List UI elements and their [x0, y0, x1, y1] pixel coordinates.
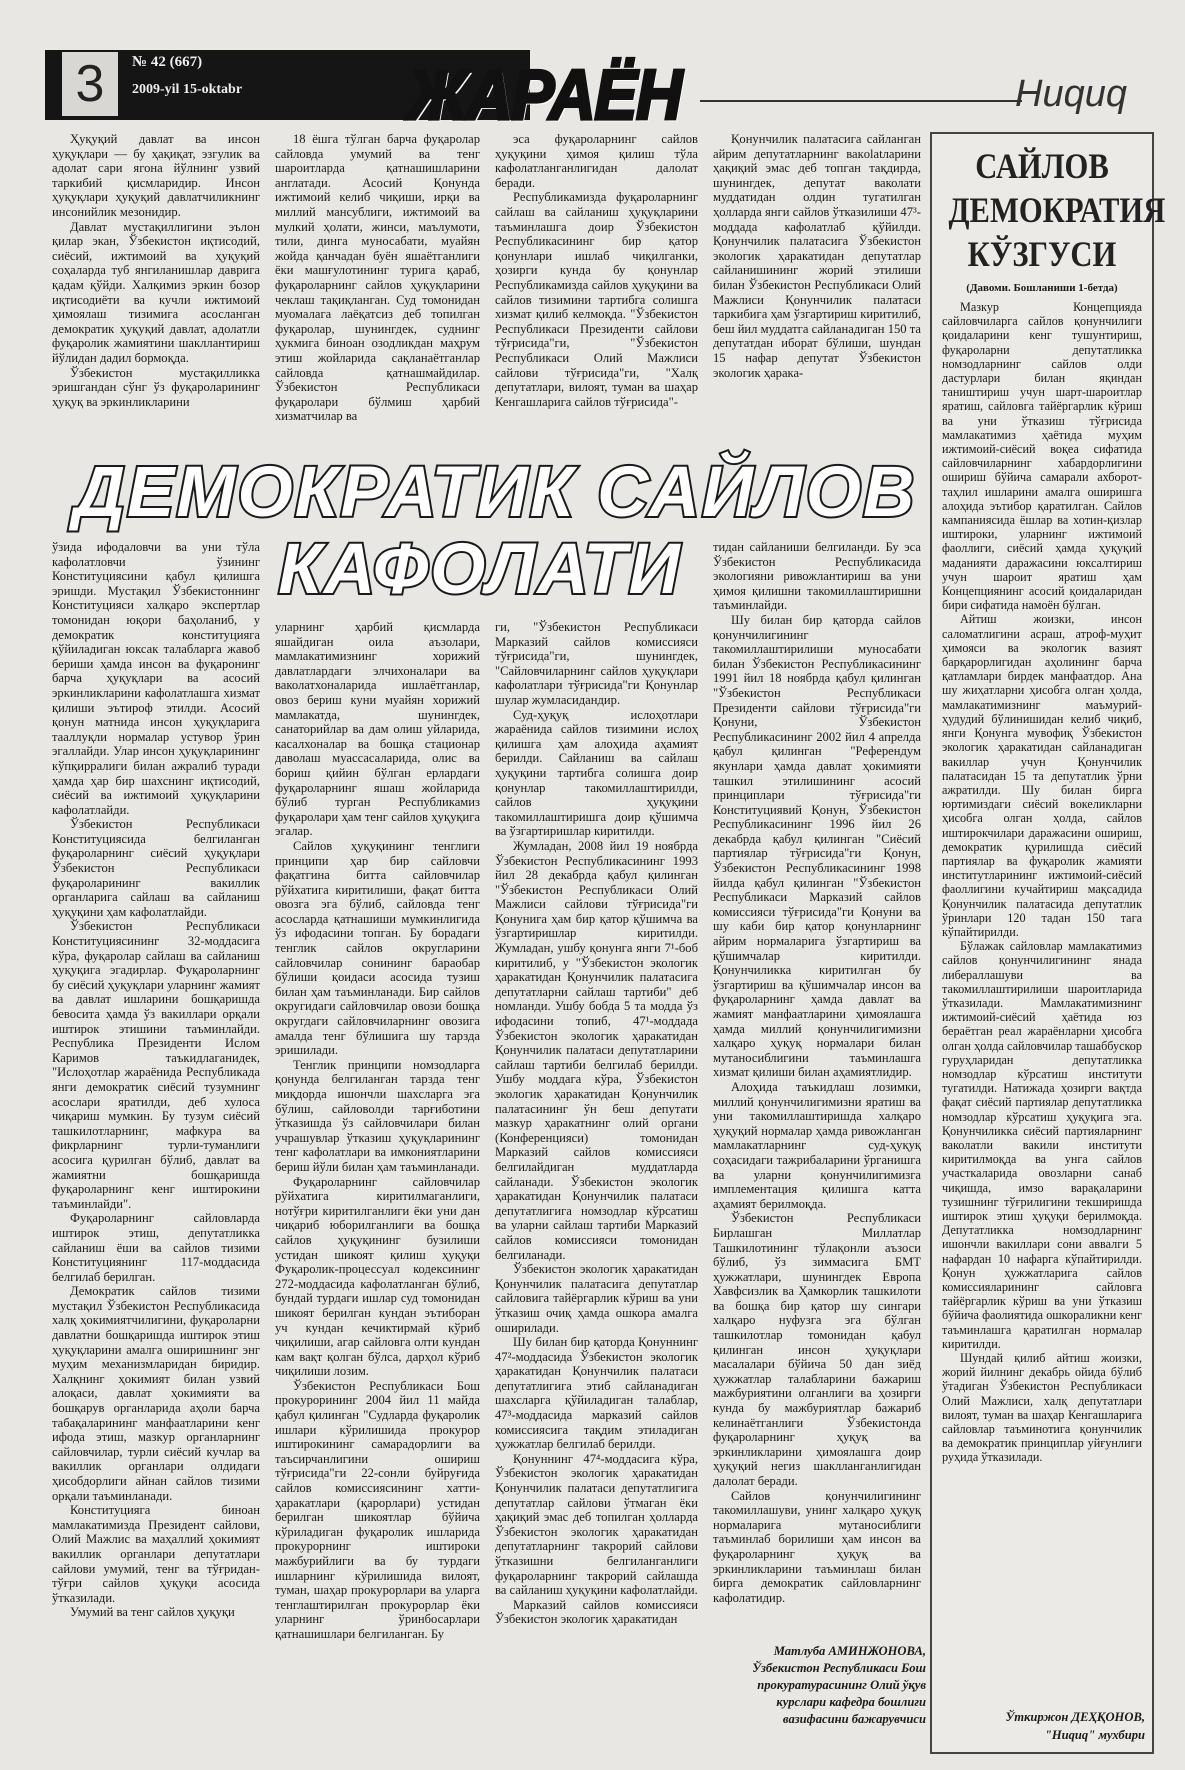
author-position-line: курслари кафедра бошлиғи [776, 1695, 926, 1709]
sidebar-title [948, 144, 1166, 276]
sidebar-title-line: ДЕМОКРАТИЯ [948, 190, 1166, 230]
paragraph: Демократик сайлов тизими мустақил Ўзбекистон Республикасида халқ ҳокимиятчилигини, фуқароларни давлатни бошқаришда иштирок этиш ҳуқуқларини амалга оширишнинг энг муҳим механизмларидан биридир. Халқнинг ҳокимият билан узвий алоқаси, давлат ҳокимияти ва бошқарув органларида аҳоли барча табақаларининг манфаатларини кенг ифода этиш, мазкур органларнинг сайловчилар, турли сиёсий кучлар ва вакиллик органлари олдидаги ҳисобдорлиги айнан сайлов тизими орқали таъминланади. [52, 1284, 260, 1503]
article-col2-bottom [275, 620, 480, 1752]
issue-date: 2009-yil 15-oktabr [132, 82, 243, 97]
sidebar-body [942, 300, 1142, 1712]
article-col1-bottom [52, 540, 260, 1752]
page-number: 3 [62, 52, 118, 116]
paragraph: Бўлажак сайловлар мамлакатимиз сайлов қонунчилигининг янада либераллашуви ва такомиллаштирилиши шароитларида ўтказилади. Мамлакатимизнинг ижтимоий-сиёсий ҳаётида юз бераётган реал жараёнларни ҳисобга олган ҳолда сайловчилар ташаббускор гуруҳларидан депутатликка номзодлар кўрсатиш институти тугатилди. Натижада ҳозирги вақтда фақат сиёсий партиялар депутатликка номзодлар кўрсатиш ҳуқуқига эга. Қонунчиликка сиёсий партияларнинг ваколатли вакили институти киритилмоқда ва унга сайлов участкаларида овозларни санаб чиқишда, имзо варақаларини тузишнинг тўғрилигини текширишда иштирок этиш ҳуқуқи берилмоқда. Депутатликка номзодларнинг ишончли вакиллари сони аввалги 5 нафардан 10 нафарга кўпайтирилди. Қонун ҳужжатларига сайлов комиссияларининг сайловга тайёргарлик кўриш ва уни ўтказиш бўйича фаолиятида ошкораликни кенг таъминлашга қаратилган нормалар киритилди. [942, 939, 1142, 1351]
article-col4-bottom [713, 540, 921, 1625]
article-col2-top [275, 132, 480, 432]
paragraph: Ўзбекистон Республикаси Конституциясида белгиланган фуқароларнинг сиёсий ҳуқуқлари Ўзбекистон Республикаси фуқароларининг вакиллик органларига сайлаш ва сайланиш ҳуқуқини ҳам кафолатлайди. [52, 817, 260, 919]
section-title: ЖАРАЁН [408, 55, 682, 135]
sidebar-continued-note: (Давоми. Бошланиши 1-бетда) [966, 282, 1118, 294]
paragraph: Қонунчилик палатасига сайланган айрим депутатларнинг вакolatларини ҳақиқий эмас деб топган тақдирда, шунингдек, депутат ваколати муддатидан олдин тугатилган ҳолларда янги сайлов ўтказилиши 47³-моддада кафолатлаб қўйилди. Қонунчилик палатасига Ўзбекистон экологик ҳаракатидан депутатлар сайланишининг жорий этилиши билан Ўзбекистон Республикаси Олий Мажлиси Қонунчилик палатаси таркибига ҳам ўзгартириш киритилиб, беш йил муддатга сайланадиган 150 та депутатдан иборат бўлиши, шундан 15 нафар депутат Ўзбекистон экологик ҳарака- [713, 132, 921, 380]
paragraph: Конституцияга биноан мамлакатимизда Президент сайлови, Олий Мажлис ва маҳаллий ҳокимият вакиллик органлари депутатлари сайлови умумий, тенг ва тўғридан-тўғри сайлов ҳуқуқи асосида ўтказилади. [52, 1503, 260, 1605]
article-col4-top [713, 132, 921, 432]
paragraph: Мазкур Концепцияда сайловчиларга сайлов қонунчилиги қоидаларини кенг тушунтириш, фуқароларни депутатликка номзодларнинг сайлов олди дастурлари билан яқиндан таништириш учун шарт-шароитлар яратиш, сайловга тайёргарлик кўриш ва уни ўтказиш тўғрисида мамлакатимиз ҳаётида муҳим ижтимоий-сиёсий воқеа сифатида сайловчиларнинг хабардорлигини ошириш бўйича самарали ахборот-таҳлил ишларини амалга оширишга алоҳида эътибор қаратилган. Сайлов кампаниясида ёшлар ва хотин-қизлар иштироки, уларнинг ижтимоий фаоллиги, сиёсий ҳамда ҳуқуқий маданияти даражасини юксалтириш учун шароит яратиш ҳам Концепциянинг асосий қоидаларидан бири сифатида намоён бўлган. [942, 300, 1142, 613]
paragraph: 18 ёшга тўлган барча фуқаролар сайловда умумий ва тенг шароитларда қатнашишларини англатади. Асосий Қонунда ижтимоий келиб чиқиши, ирқи ва миллий мансублиги, ижтимоий ва мулкий ҳолати, жинси, маълумоти, тили, динга муносабати, муайян жойда қанчадан буён яшаётганлиги ёки машғулотининг турига қараб, фуқароларнинг сайлов ҳуқуқларини чеклаш тақиқланган. Суд томонидан муомалага лаёқатсиз деб топилган фуқаролар, шунингдек, суднинг ҳукмига биноан озодликдан маҳрум этиш жойларида сақланаётганлар сайловда қатнашмайдилар. Ўзбекистон Республикаси фуқаролари бўлмиш ҳарбий хизматчилар ва [275, 132, 480, 424]
masthead-rule [700, 100, 1022, 102]
paragraph: ўзида ифодаловчи ва уни тўла кафолатловчи ўзининг Конституциясини қабул қилишга эришди. Мустақил Ўзбекистоннинг Конституцияси халқаро экспертлар томонидан юқори баҳоланиб, у демократик конституцияга қўйиладиган юксак талабларга жавоб бериши ҳамда инсон ва фуқаронинг барча ҳуқуқлари ва асосий эркинликларини кафолатлашга хизмат қилиши эътироф этилди. Асосий қонун матнида инсон ҳуқуқларига тааллуқли нормалар устувор ўрин эгаллайди. Улар инсон ҳуқуқларининг кўпқирралиги билан ажралиб туради ҳамда ҳар бир шахснинг иқтисодий, сиёсий ва ижтимоий ҳуқуқларини кафолатлайди. [52, 540, 260, 817]
author-name: Матлуба АМИНЖОНОВА, [773, 1644, 926, 1658]
paragraph: Республикамизда фуқароларнинг сайлаш ва сайланиш ҳуқуқларини таъминлашга доир Ўзбекистон Республикасининг бир қатор қонунлари ишлаб чиқилганки, ҳозирги кунда бу қонунлар Республикамизда сайлов ҳуқуқини ва сайлов тизимини тартибга солишга хизмат қилиб келмоқда. "Ўзбекистон Республикаси Президенти сайлови тўғрисида"ги, "Ўзбекистон Республикаси Олий Мажлиси сайлови тўғрисида"ги, "Халқ депутатлари, вилоят, туман ва шаҳар Кенгашларига сайлов тўғрисида"- [495, 190, 698, 409]
author-position-line: вазифасини бажарувчиси [782, 1712, 926, 1726]
paragraph: Жумладан, 2008 йил 19 ноябрда Ўзбекистон Республикасининг 1993 йил 28 декабрда қабул қилинган "Ўзбекистон Республикаси Олий Мажлиси сайлови тўғрисида"ги Қонунига ҳам бир қатор қўшимча ва ўзгартиришлар киритилди. Жумладан, ушбу қонунга янги 7¹-боб киритилиб, у "Ўзбекистон экологик ҳаракатидан Қонунчилик палатасига депутатларни сайлаш тартиби" деб номланди. Ушбу бобда 5 та модда ўз ифодасини топиб, 47¹-моддада Ўзбекистон экологик ҳаракатидан Қонунчилик палатаси депутатларини сайлаш тартиби белгилаб берилди. Ушбу моддага кўра, Ўзбекистон экологик ҳаракатидан Қонунчилик палатасининг ўн беш депутати мазкур ҳаракатнинг олий органи (Конференцияси) томонидан Марказий сайлов комиссияси белгилайдиган муддатларда сайланади. Ўзбекистон экологик ҳаракатидан Қонунчилик палатаси депутатлигига номзодлар кўрсатиш ва уларни сайлаш тартиби Марказий сайлов комиссияси томонидан белгиланади. [495, 838, 698, 1262]
paragraph: Алоҳида таъкидлаш лозимки, миллий қонунчилигимизни яратиш ва уни такомиллаштиришда халқаро ҳуқуқий нормалар ҳамда ривожланган мамлакатларнинг суд-ҳуқуқ соҳасидаги тажрибаларини ўрганишга ва уларни қонунчилигимизга имплементация қилишга катта аҳамият берилмоқда. [713, 1079, 921, 1211]
paragraph: Умумий ва тенг сайлов ҳуқуқи [70, 1605, 235, 1620]
paragraph: Айтиш жоизки, инсон саломатлигини асраш, атроф-муҳит ҳимояси ва экологик вазият барқарорлигидан аҳолининг барча қатламлари бирдек манфаатдор. Ана шу жиҳатларни ҳисобга олган ҳолда, мамлакатимизнинг маъмурий-ҳудудий бўлинишидан келиб чиқиб, янги Қонунга мувофиқ Ўзбекистон экологик ҳаракатидан сайланадиган вакиллар учун Қонунчилик палатасидан 15 та депутатлик ўрни ажратилди. Шу билан бирга юртимиздаги сиёсий вокеликларни ҳисобга олган ҳолда, сайлов иштирокчилари даражасини ошириш, демократик қурилишда сиёсий партиялар ва фуқаролик жамияти институтларининг ижтимоий-сиёсий фаоллигини кучайтириш мақсадида Қонунчилик палатасида депутатлик ўринлари 120 тадан 150 тага кўпайтирилди. [942, 612, 1142, 939]
paragraph: Сайлов ҳуқуқининг тенглиги принципи ҳар бир сайловчи фақатгина битта сайловчилар рўйхатига киритилиши, фақат битта овозга эга бўлиб, сайловда тенг асосларда қатнашиши мумкинлигида ўз ифодасини топган. Бу борадаги тенглик сайлов округларини сайловчилар сонининг бараобар бўлиши қоидаси асосида тузиш билан ҳам таъминланади. Бир сайлов округидаги сайловчилар овози бошқа округдаги сайловчиларнинг овозига амалда тенг бўлишига шу тарзда эришилади. [275, 838, 480, 1058]
article-col3-top [495, 132, 698, 432]
paragraph: эса фуқароларнинг сайлов ҳуқуқини ҳимоя қилиш тўла кафолатланганлигидан далолат беради. [495, 132, 698, 190]
paragraph: тидан сайланиши белгиланди. Бу эса Ўзбекистон Республикасида экологияни ривожлантириш ва уни ҳимоя қилишни такомиллаштиришни таъминлайди. [713, 540, 921, 613]
paragraph: Марказий сайлов комиссияси Ўзбекистон экологик ҳаракатидан [495, 1597, 698, 1627]
paragraph: Суд-ҳуқуқ ислоҳотлари жараёнида сайлов тизимини ислоҳ қилишга ҳам алоҳида аҳамият берилди. Сайланиш ва сайлаш ҳуқуқини тартибга солишга доир қонунлар такомиллаштирилди, сайлов ҳуқуқини такомиллаштиришга доир қўшимча ва ўзгартиришлар киритилди. [495, 707, 698, 839]
paragraph: Шу билан бир қаторда сайлов қонунчилигининг такомиллаштирилиши муносабати билан Ўзбекистон Республикасининг 1991 йил 18 ноябрда қабул қилинган "Ўзбекистон Республикаси Президенти сайлови тўғрисида"ги Қонуни, Ўзбекистон Республикасининг 2002 йил 4 апрелда қабул қилинган "Референдум якунлари ҳамда давлат ҳокимияти ташкил этилишининг асосий принциплари тўғрисида"ги Конституциявий Қонун, Ўзбекистон Республикасининг 1996 йил 26 декабрда қабул қилинган "Сиёсий партиялар тўғрисида"ги Қонун, Ўзбекистон Республикасининг 1998 йилда қабул қилинган "Ўзбекистон Республикаси Марказий сайлов комиссияси тўғрисида"ги Қонуни ва шу каби бир қатор қонунларнинг айрим нормаларига ўзгартириш ва қўшимчалар киритилди. Қонунчиликка киритилган бу ўзгартириш ва қўшимчалар инсон ва фуқароларнинг ҳамда давлат ва жамият манфаатларини ҳимоялашга ҳамда миллий қонунчилигимизни халқаро ҳуқуқ нормалари билан мутаносиблигини таъминлашга хизмат қилиши билан аҳамиятлидир. [713, 612, 921, 1080]
sidebar-title-line: САЙЛОВ [975, 146, 1109, 186]
paragraph: Фуқароларнинг сайловчилар рўйхатига киритилмаганлиги, нотўғри киритилганлиги ёки уни дан чиқариб юборилганлиги ва бошқа сайлов ҳуқуқининг бузилиши устидан шикоят қилиш ҳуқуқи Фуқаролик-процессуал кодексининг 272-моддасида кафолатланган бўлиб, бундай турдаги ишлар суд томонидан шикоят берилган кундан эътиборан уч кундан кечиктирмай кўриб чиқилиши, агар сайловга олти кундан кам вақт қолган бўлса, дарҳол кўриб чиқилиши лозим. [275, 1174, 480, 1379]
article-col1-top [52, 132, 260, 432]
paragraph: Шу билан бир қаторда Қонуннинг 47²-моддасида Ўзбекистон экологик ҳаракатидан Қонунчилик палатаси депутатлигига этиб сайланадиган шахсларга қўйиладиган талаблар, 47³-моддасида марказий сайлов комиссиясига тақдим этиладиган ҳужжатлар белгилаб берилди. [495, 1335, 698, 1452]
paragraph: уларнинг ҳарбий қисмларда яшайдиган оила аъзолари, мамлакатимизнинг хорижий давлатлардаги элчихоналари ва ваколатхоналарида ишлаётганлар, овоз бериш куни муайян хорижий мамлакатда, шунингдек, санаторийлар ва дам олиш уйларида, касалхоналар ва бошқа стационар даволаш муассасаларида, олис ва бориш қийин бўлган ерлардаги фуқароларнинг яшаш жойларида бўлиб турган Республикамиз фуқаролари ҳам тенг сайлов ҳуқуқига эгалар. [275, 620, 480, 839]
paragraph: Ўзбекистон Республикаси Конституциясининг 32-моддасига кўра, фуқаролар сайлаш ва сайланиш ҳуқуқига эгадирлар. Фуқароларнинг бу сиёсий ҳуқуқлари уларнинг жамият ва давлат ишларини бошқаришда бевосита ҳамда ўз вакиллари орқали иштирок этишини таъминлайди. Республика Президенти Ислом Каримов таъкидлаганидек, "Ислоҳотлар жараёнида Республикада янги демократик сиёсий тузумнинг асослари яратилди, деб хулоса чиқариш мумкин. Бу тузум сиёсий ташкилотларнинг, мафкура ва фикрларнинг турли-туманлиги асосига қурилган бўлиб, давлат ва жамиятни бошқаришда фуқароларнинг кенг иштирокини таъминлайди". [52, 919, 260, 1211]
paragraph: Ўзбекистон экологик ҳаракатидан Қонунчилик палатасига депутатлар сайловига тайёргарлик кўриш ва уни ўтказиш очиқ ҳамда ошкора амалга оширилади. [495, 1262, 698, 1335]
headline-line2: КАФОЛАТИ [278, 530, 682, 609]
sidebar-title-line: КЎЗГУСИ [967, 234, 1117, 274]
paragraph: Ўзбекистон Республикаси Бирлашган Миллатлар Ташкилотининг тўлақонли аъзоси бўлиб, ўз зиммасига БМТ ҳужжатлари, шунингдек Европа Хавфсизлик ва Ҳамкорлик ташкилоти ва бошқа бир қатор шу сингари халқаро нуфузга эга бўлган ташкилотлар томонидан қабул қилинган инсон ҳуқуқлари масалалари бўйича 50 дан зиёд ҳужжатлар талабларини бажариш мажбуриятини олганлиги ва ҳозирги кунда бу мажбуриятлар бажариб келинаётганлиги Ўзбекистонда фуқароларнинг ҳуқуқ ва эркинликларини ҳимоялашга доир ҳуқуқий негиз шаклланганлигидан далолат беради. [713, 1211, 921, 1488]
paragraph: Ҳуқуқий давлат ва инсон ҳуқуқлари — бу ҳақиқат, эзгулик ва адолат сари ягона йўлнинг узвий таркибий қисмларидир. Инсон ҳуқуқлари ҳуқуқий давлатчиликнинг инсонийлик мезонидир. [52, 132, 260, 219]
paragraph: ги, "Ўзбекистон Республикаси Марказий сайлов комиссияси тўғрисида"ги, шунингдек, "Сайловчиларнинг сайлов ҳуқуқлари кафолатлари тўғрисида"ги Қонунлар шулар жумласидандир. [495, 620, 698, 707]
paragraph: Давлат мустақиллигини эълон қилар экан, Ўзбекистон иқтисодий, сиёсий, ижтимоий ва ҳуқуқий соҳаларда туб янгиланишлар даврига қадам қўйди. Халқимиз эркин бозор иқтисодиёти ва кучли ижтимоий ҳимоялаш тизимига асосланган демократик ҳуқуқий давлат, адолатли фуқаролик жамиятини шакллантириш йўлидан дадил бормоқда. [52, 219, 260, 365]
headline-line1: ДЕМОКРАТИК САЙЛОВ [73, 453, 917, 532]
paragraph: Шундай қилиб айтиш жоизки, жорий йилнинг декабрь ойида бўлиб ўтадиган Ўзбекистон Республикаси Олий Мажлиси, халқ депутатлари вилоят, туман ва шаҳар Кенгашларига сайловлар таъминотига қонунчилик ва демократик принциплар уйғунлиги руҳида ўтказилади. [942, 1351, 1142, 1465]
author-position-line: Ўзбекистон Республикаси Бош [752, 1661, 926, 1675]
issue-number: № 42 (667) [132, 54, 203, 70]
newspaper-name: Ниqиq [1015, 73, 1127, 115]
paragraph: Ўзбекистон Республикаси Бош прокурорининг 2004 йил 11 майда қабул қилинган "Судларда фуқаролик ишлари кўрилишида прокурор иштирокининг самарадорлиги ва таъсирчанлигини ошириш тўғрисида"ги 22-сонли буйруғида сайлов комиссиясининг хатти-ҳаракатлари (қарорлари) устидан берилган шикоятлар бўйича кўриладиган фуқаролик ишларида прокурорнинг иштироки мажбурийлиги ва бу турдаги ишларнинг кўрилишида вилоят, туман, шаҳар прокурорлари ва уларга тенглаштирилган прокурорлар ёки уларнинг ўринбосарлари қатнашишлари белгиланган. Бу [275, 1378, 480, 1641]
author-position-line: прокуратурасининг Олий ўқув [757, 1678, 926, 1692]
sidebar-box [930, 132, 1166, 1754]
article-col3-bottom [495, 620, 698, 1752]
paragraph: Фуқароларнинг сайловларда иштирок этиш, депутатликка сайланиш ёши ва сайлов тизими Конституциянинг 117-моддасида белгилаб берилган. [52, 1211, 260, 1284]
paragraph: Сайлов қонунчилигининг такомиллашуви, унинг халқаро ҳуқуқ нормаларига мутаносиблиги таъминлаб борилиши ҳам инсон ва фуқароларнинг ҳуқуқ ва эркинликларини таъминлаш билан бирга демократик сайловларнинг кафолатидир. [713, 1488, 921, 1605]
paragraph: Тенглик принципи номзодларга қонунда белгиланган тарзда тенг миқдорда ишончли шахсларга эга бўлиш, сайловолди тарғиботини ўтказишда ўз сайловчилари билан учрашувлар ўтказиш ҳуқуқларининг тенг кафолатлари ва имкониятларини бериш йўли билан ҳам таъминланади. [275, 1057, 480, 1174]
paragraph: Қонуннинг 47⁴-моддасига кўра, Ўзбекистон экологик ҳаракатидан Қонунчилик палатаси депутатлигига депутатлар сайлови ўтмаган ёки ҳақиқий эмас деб топилган ҳолларда Ўзбекистон экологик ҳаракатидан депутатларнинг такрорий сайлови ўтказишни белгиланганлиги фуқароларнинг такрорий сайлашда ва сайланиш ҳуқуқини кафолатлайди. [495, 1451, 698, 1598]
paragraph: Ўзбекистон мустақилликка эришгандан сўнг ўз фуқароларининг ҳуқуқ ва эркинликларини [52, 365, 260, 409]
sidebar-author: Ўткиржон ДЕҲҚОНОВ, [1005, 1710, 1145, 1724]
sidebar-author-position: "Ниqиq" мухбири [1044, 1728, 1145, 1742]
